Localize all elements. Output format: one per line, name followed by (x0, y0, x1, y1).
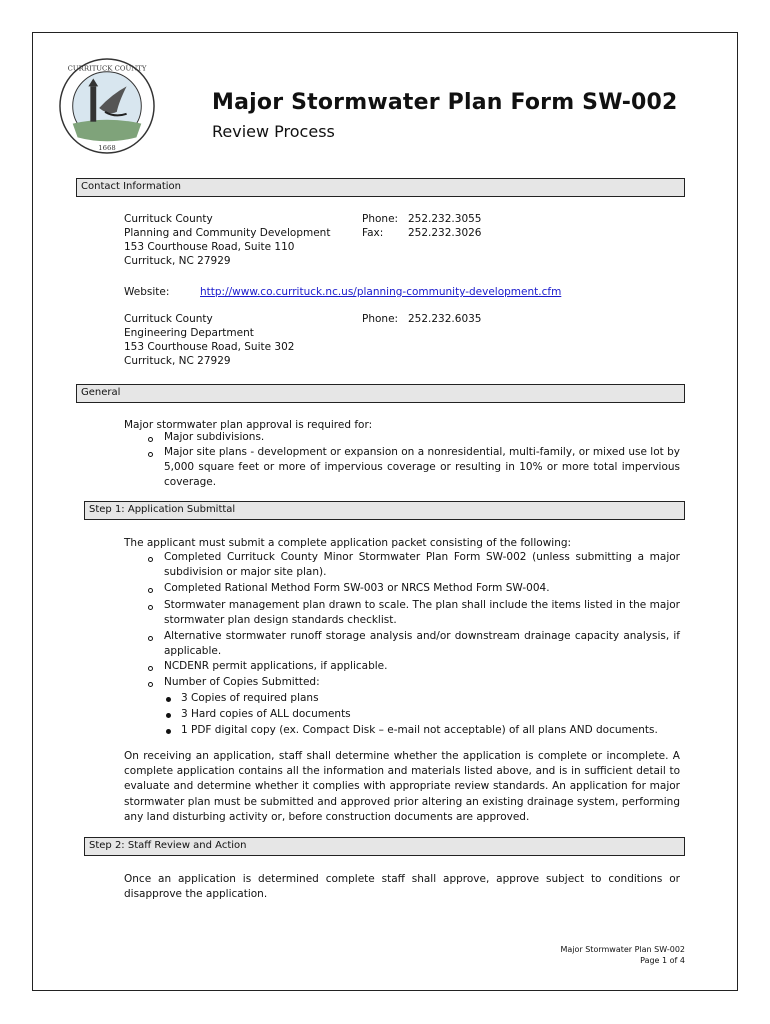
list-bullet-icon (148, 666, 153, 671)
list-bullet-icon (148, 636, 153, 641)
list-item: Completed Rational Method Form SW-003 or NRCS Method Form SW-004. (164, 582, 550, 594)
planning-phone: 252.232.3055 (408, 213, 482, 225)
planning-phone-label: Phone: (362, 213, 399, 225)
engineering-phone-label: Phone: (362, 313, 399, 325)
list-item: Stormwater management plan drawn to scale. The plan shall include the items listed in the major stormwater plan design standards checklist. (164, 599, 680, 626)
list-item: Major subdivisions. (164, 431, 265, 443)
general-intro: Major stormwater plan approval is required for: (124, 419, 373, 431)
svg-text:1668: 1668 (98, 144, 116, 153)
list-bullet-icon (148, 605, 153, 610)
list-bullet-icon (166, 713, 171, 718)
section-header-general: General (76, 384, 685, 403)
page-subtitle: Review Process (212, 122, 335, 141)
list-bullet-icon (166, 729, 171, 734)
list-item: 3 Hard copies of ALL documents (181, 708, 351, 720)
page-title: Major Stormwater Plan Form SW-002 (212, 90, 678, 115)
planning-address: Currituck County Planning and Community Development 153 Courthouse Road, Suite 110 Currituck, NC 27929 (124, 213, 331, 267)
list-item: Alternative stormwater runoff storage analysis and/or downstream drainage capacity analysis, if applicable. (164, 630, 680, 657)
list-item: 1 PDF digital copy (ex. Compact Disk – e-mail not acceptable) of all plans AND documents. (181, 724, 658, 736)
list-bullet-icon (148, 452, 153, 457)
list-item: NCDENR permit applications, if applicable. (164, 660, 388, 672)
footer-page-number: Page 1 of 4 (640, 956, 685, 965)
planning-fax: 252.232.3026 (408, 227, 482, 239)
section-header-step2: Step 2: Staff Review and Action (84, 837, 685, 856)
section-header-step1: Step 1: Application Submittal (84, 501, 685, 520)
step1-intro: The applicant must submit a complete application packet consisting of the following: (124, 537, 572, 549)
step1-paragraph: On receiving an application, staff shall determine whether the application is complete or incomplete. A complete application contains all the information and materials listed above, and is in sufficient detail to evaluate and determine whether it complies with appropriate review standards. An application for major stormwater plan must be submitted and approved prior altering an existing drainage system, performing any land disturbing activity or, before construction documents are approved. (124, 750, 680, 823)
list-bullet-icon (148, 557, 153, 562)
footer (560, 944, 685, 966)
list-bullet-icon (148, 682, 153, 687)
list-item: Major site plans - development or expansion on a nonresidential, multi-family, or mixed use lot by 5,000 square feet or more of impervious coverage or resulting in 10% or more total impervious coverage. (164, 446, 680, 488)
list-bullet-icon (148, 437, 153, 442)
footer-form-name: Major Stormwater Plan SW-002 (560, 945, 685, 954)
list-bullet-icon (166, 697, 171, 702)
list-item: Completed Currituck County Minor Stormwater Plan Form SW-002 (unless submitting a major subdivision or major site plan). (164, 551, 680, 578)
list-item: 3 Copies of required plans (181, 692, 319, 704)
step2-paragraph: Once an application is determined complete staff shall approve, approve subject to conditions or disapprove the application. (124, 873, 680, 901)
engineering-phone: 252.232.6035 (408, 313, 482, 325)
planning-fax-label: Fax: (362, 227, 384, 239)
engineering-address: Currituck County Engineering Department 153 Courthouse Road, Suite 302 Currituck, NC 27929 (124, 313, 295, 367)
county-seal-logo (58, 57, 156, 155)
section-header-contact: Contact Information (76, 178, 685, 197)
svg-text:CURRITUCK COUNTY: CURRITUCK COUNTY (67, 64, 147, 73)
list-bullet-icon (148, 588, 153, 593)
website-label: Website: (124, 286, 170, 298)
list-item: Number of Copies Submitted: (164, 676, 320, 688)
website-link[interactable]: http://www.co.currituck.nc.us/planning-community-development.cfm (200, 286, 562, 298)
